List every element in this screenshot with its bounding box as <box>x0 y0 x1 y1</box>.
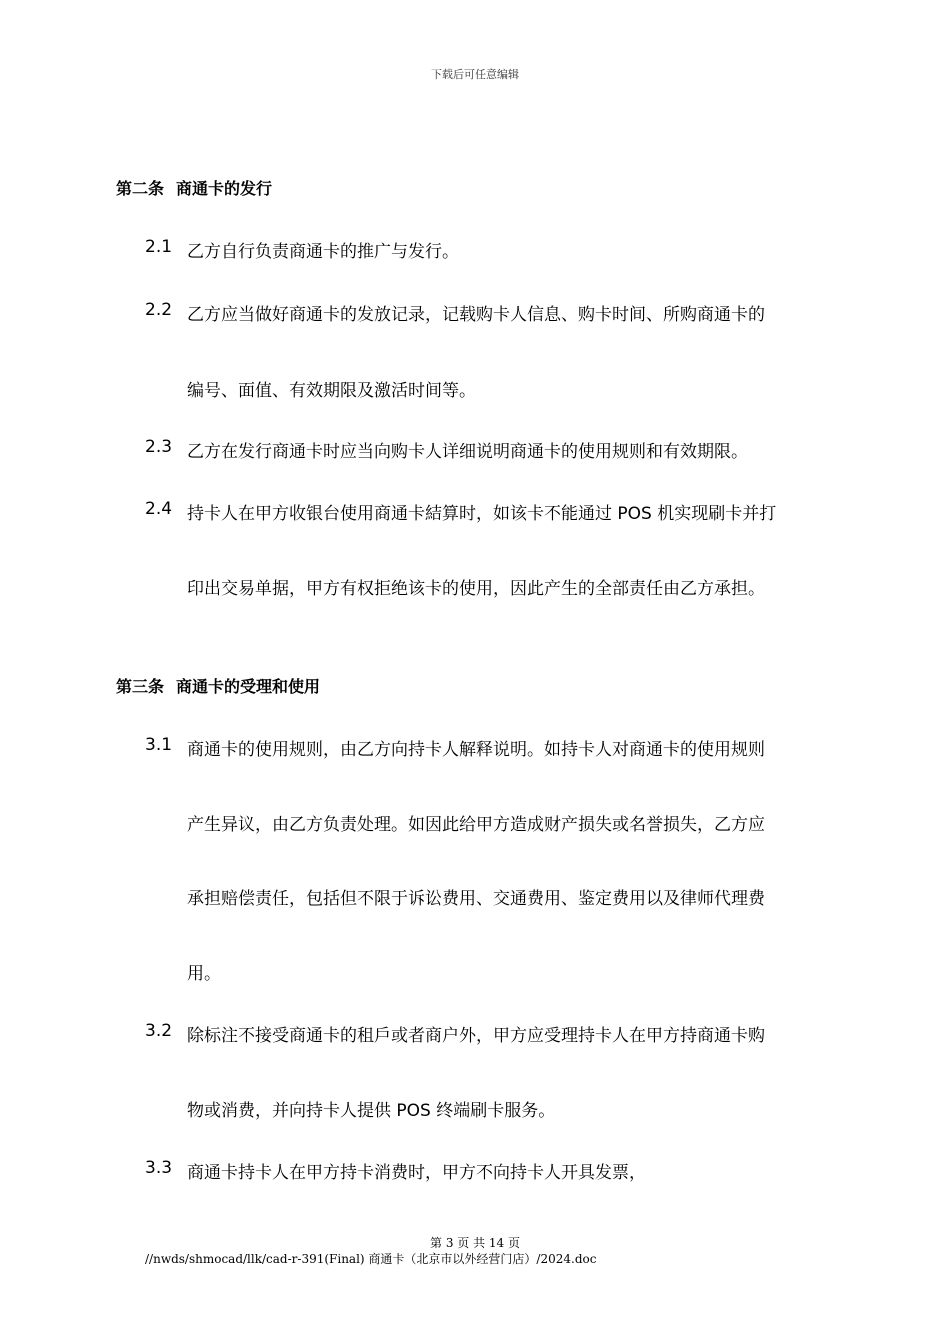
clause-number: 2.1 <box>145 237 173 257</box>
clause-text-line: 商通卡持卡人在甲方持卡消费时，甲方不向持卡人开具发票， <box>187 1163 646 1183</box>
page-number: 第 3 页 共 14 页 <box>430 1236 520 1250</box>
clause-number: 2.3 <box>145 437 173 457</box>
clause-text-line: 乙方自行负责商通卡的推广与发行。 <box>187 242 459 262</box>
section-heading-2 <box>116 176 272 199</box>
section-number: 第三条 <box>116 677 165 696</box>
file-path: //nwds/shmocad/llk/cad-r-391(Final) 商通卡（北京市以外经营门店）/2024.doc <box>145 1252 597 1266</box>
clause-text-line: 用。 <box>187 964 221 984</box>
clause-number: 3.2 <box>145 1021 173 1041</box>
clause-text-line: 乙方应当做好商通卡的发放记录，记载购卡人信息、购卡时间、所购商通卡的 <box>187 305 765 325</box>
clause-text-line: 商通卡的使用规则，由乙方向持卡人解释说明。如持卡人对商通卡的使用规则 <box>187 740 765 760</box>
header-note: 下载后可任意编辑 <box>431 68 519 81</box>
section-title: 商通卡的发行 <box>176 179 273 198</box>
clause-text-line: 物或消费，并向持卡人提供 POS 终端刷卡服务。 <box>187 1101 556 1121</box>
clause-text-line: 持卡人在甲方收银台使用商通卡結算时，如该卡不能通过 POS 机实现刷卡并打 <box>187 504 777 524</box>
clause-text-line: 印出交易单据，甲方有权拒绝该卡的使用，因此产生的全部责任由乙方承担。 <box>187 579 765 599</box>
clause-text-line: 承担赔偿责任，包括但不限于诉讼费用、交通费用、鉴定费用以及律师代理费 <box>187 889 765 909</box>
section-heading-3 <box>116 674 320 697</box>
clause-text-line: 编号、面值、有效期限及激活时间等。 <box>187 381 476 401</box>
clause-text-line: 除标注不接受商通卡的租戶或者商户外，甲方应受理持卡人在甲方持商通卡购 <box>187 1026 765 1046</box>
clause-text-line: 产生异议，由乙方负责处理。如因此给甲方造成财产损失或名誉损失，乙方应 <box>187 815 765 835</box>
clause-number: 2.2 <box>145 300 173 320</box>
clause-number: 3.3 <box>145 1158 173 1178</box>
clause-number: 3.1 <box>145 735 173 755</box>
section-title: 商通卡的受理和使用 <box>176 677 321 696</box>
section-number: 第二条 <box>116 179 165 198</box>
clause-text-line: 乙方在发行商通卡时应当向购卡人详细说明商通卡的使用规则和有效期限。 <box>187 442 748 462</box>
clause-number: 2.4 <box>145 499 173 519</box>
